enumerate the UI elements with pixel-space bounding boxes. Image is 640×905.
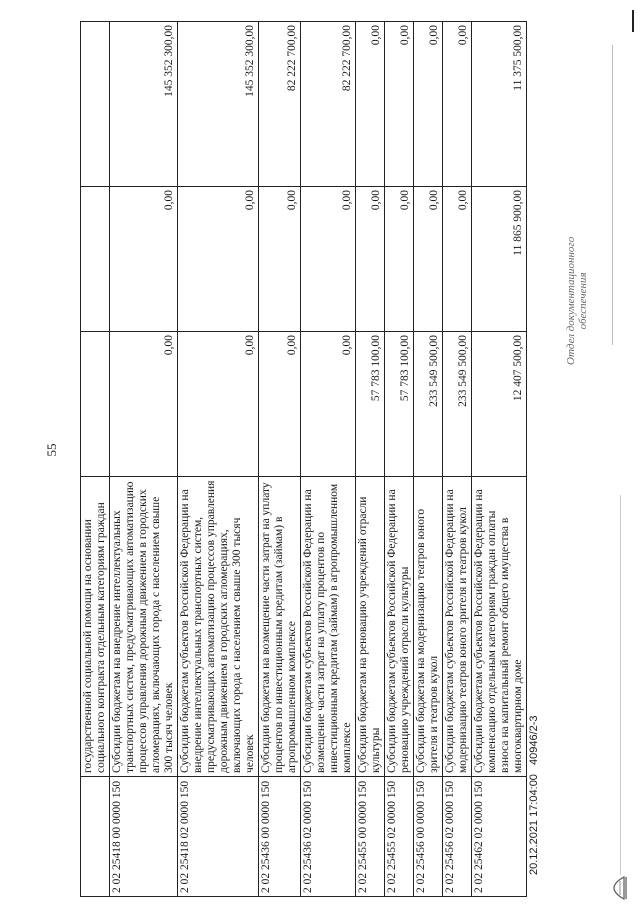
row-value-1: 57 783 100,00 — [356, 332, 385, 477]
table-row — [301, 22, 356, 897]
row-code: 2 02 25418 02 0000 150 — [178, 777, 259, 897]
row-code: 2 02 25462 02 0000 150 — [472, 777, 527, 897]
row-value-2: 11 865 900,00 — [472, 187, 527, 332]
scan-artifact — [620, 495, 621, 875]
row-value-3: 0,00 — [443, 22, 472, 187]
row-value-3: 82 222 700,00 — [301, 22, 356, 187]
table-row — [414, 22, 443, 897]
row-value-2: 0,00 — [443, 187, 472, 332]
page-number: 55 — [44, 443, 59, 457]
table-row — [385, 22, 414, 897]
row-code: 2 02 25418 00 0000 150 — [110, 777, 178, 897]
row-code — [81, 777, 110, 897]
row-name: Субсидии бюджетам субъектов Российской Федерации на модернизацию театров юного зрителя и театров кукол — [443, 477, 472, 777]
seal-line: Отдел документационного — [565, 236, 577, 365]
row-value-3: 0,00 — [414, 22, 443, 187]
row-value-3: 145 352 300,00 — [178, 22, 259, 187]
table-row — [259, 22, 301, 897]
row-value-1 — [81, 332, 110, 477]
row-name: Субсидии бюджетам на внедрение интеллектуальных транспортных систем, предусматривающих автоматизацию процессов управления дорожным движением в городских агломерациях, включающих города с населением свыше 300 тысяч человек — [110, 477, 178, 777]
row-name: Субсидии бюджетам субъектов Российской Федерации на реновацию учреждений отрасли культуры — [385, 477, 414, 777]
row-name: Субсидии бюджетам субъектов Российской Федерации на внедрение интеллектуальных транспортных систем, предусматривающих автоматизацию процессов управления дорожным движением в городских агломерациях, включающих города с населением свыше 300 тысяч человек — [178, 477, 259, 777]
row-value-2: 0,00 — [356, 187, 385, 332]
row-value-2: 0,00 — [259, 187, 301, 332]
row-value-1: 0,00 — [110, 332, 178, 477]
row-value-2: 0,00 — [178, 187, 259, 332]
row-name: Субсидии бюджетам на возмещение части затрат на уплату процентов по инвестиционным кредитам (займам) в агропромышленном комплексе — [259, 477, 301, 777]
scan-edge-mark — [632, 10, 634, 32]
row-value-2: 0,00 — [385, 187, 414, 332]
row-code: 2 02 25456 00 0000 150 — [414, 777, 443, 897]
row-name: Субсидии бюджетам на реновацию учреждений отрасли культуры — [356, 477, 385, 777]
department-seal — [565, 237, 589, 365]
row-value-2: 0,00 — [301, 187, 356, 332]
row-value-2: 0,00 — [414, 187, 443, 332]
seal-line: обеспечения — [577, 272, 589, 330]
row-name: Субсидии бюджетам субъектов Российской Федерации на возмещение части затрат на уплату процентов по инвестиционным кредитам (займам) в агропромышленном комплексе — [301, 477, 356, 777]
row-code: 2 02 25456 02 0000 150 — [443, 777, 472, 897]
table-row — [472, 22, 527, 897]
row-value-2: 0,00 — [110, 187, 178, 332]
row-name: Субсидии бюджетам субъектов Российской Федерации на компенсацию отдельным категориям граждан оплаты взноса на капитальный ремонт общего имущества в многоквартирном доме — [472, 477, 527, 777]
footer-timestamp: 20.12.2021 17:04:00 — [528, 774, 540, 875]
row-value-1: 233 549 500,00 — [443, 332, 472, 477]
row-value-3 — [81, 22, 110, 187]
row-value-3: 0,00 — [356, 22, 385, 187]
scan-artifact — [612, 45, 613, 345]
budget-table — [80, 21, 527, 897]
row-code: 2 02 25455 02 0000 150 — [385, 777, 414, 897]
row-value-1: 57 783 100,00 — [385, 332, 414, 477]
row-code: 2 02 25455 00 0000 150 — [356, 777, 385, 897]
row-value-1: 0,00 — [259, 332, 301, 477]
row-code: 2 02 25436 00 0000 150 — [259, 777, 301, 897]
row-value-1: 233 549 500,00 — [414, 332, 443, 477]
row-value-3: 82 222 700,00 — [259, 22, 301, 187]
row-name: Субсидии бюджетам на модернизацию театров юного зрителя и театров кукол — [414, 477, 443, 777]
row-name: государственной социальной помощи на основании социального контракта отдельным категориям граждан — [81, 477, 110, 777]
document-stamp-icon — [600, 873, 630, 903]
row-value-3: 145 352 300,00 — [110, 22, 178, 187]
row-value-2 — [81, 187, 110, 332]
table-row — [443, 22, 472, 897]
row-code: 2 02 25436 02 0000 150 — [301, 777, 356, 897]
table-row — [356, 22, 385, 897]
row-value-1: 0,00 — [301, 332, 356, 477]
footer-doc-id: 40946/2-3 — [528, 715, 540, 765]
row-value-3: 11 375 500,00 — [472, 22, 527, 187]
table-row — [110, 22, 178, 897]
table-row — [81, 22, 110, 897]
row-value-1: 12 407 500,00 — [472, 332, 527, 477]
row-value-3: 0,00 — [385, 22, 414, 187]
table-row — [178, 22, 259, 897]
row-value-1: 0,00 — [178, 332, 259, 477]
